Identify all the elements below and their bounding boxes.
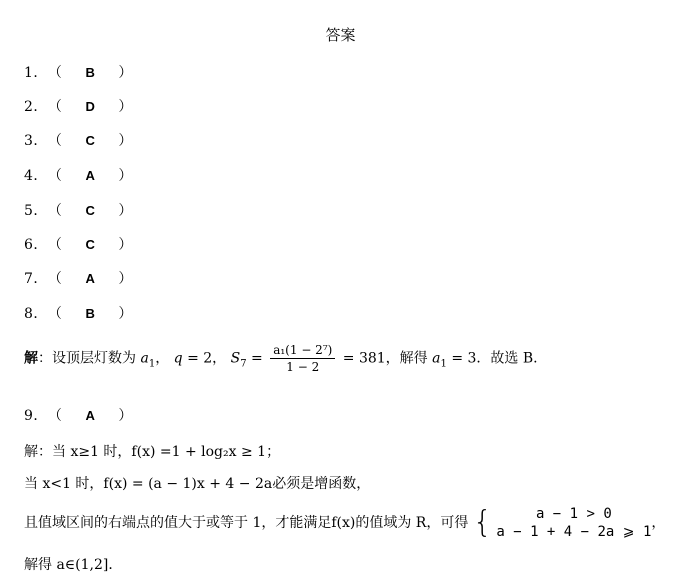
answer-num: 9．: [24, 408, 48, 424]
answer-close: ）: [118, 99, 133, 115]
var-a1-result-sub: 1: [440, 358, 447, 370]
answer-num: 4．: [24, 168, 48, 184]
answer-row: [24, 96, 133, 116]
answer-close: ）: [118, 408, 133, 424]
a1-value: = 3: [451, 350, 477, 367]
answer-row: [24, 303, 133, 323]
answer-open: （: [47, 408, 63, 424]
solution-label: 解: [24, 350, 38, 367]
answer-open: （: [47, 168, 63, 184]
sol8-text-2: ，解得: [385, 350, 428, 367]
solution-9-line-2: 当 x<1 时，f(x) = (a − 1)x + 4 − 2a必须是增函数，: [24, 476, 371, 492]
answer-row: [24, 405, 133, 425]
answer-open: （: [47, 133, 63, 149]
answer-row: [24, 234, 133, 254]
answer-row: [24, 62, 133, 82]
answer-open: （: [47, 99, 63, 115]
fraction-denominator: 1 − 2: [286, 360, 320, 374]
solution-9-line-4: 解得 a∈(1,2]．: [24, 557, 123, 573]
answer-close: ）: [118, 271, 133, 287]
answer-letter: C: [85, 203, 96, 218]
answer-letter: B: [85, 306, 96, 321]
answer-row: [24, 165, 133, 185]
answer-letter: B: [85, 65, 96, 80]
answer-num: 7．: [24, 271, 48, 287]
answer-row: [24, 200, 133, 220]
inequality-system: [496, 505, 651, 541]
answer-close: ）: [118, 168, 133, 184]
answer-row: [24, 268, 133, 288]
answer-close: ）: [118, 237, 133, 253]
answer-open: （: [47, 237, 63, 253]
solution-9-line-1: 解：当 x≥1 时，f(x) =1 + log₂x ≥ 1；: [24, 444, 281, 460]
solution-9-line-3: [24, 505, 665, 541]
var-a1: a: [140, 350, 149, 367]
sol9-line-3-text: 且值域区间的右端点的值大于或等于 1，才能满足f(x)的值域为 R，可得: [24, 515, 469, 531]
answer-num: 1．: [24, 65, 48, 81]
answer-row: [24, 130, 133, 150]
answer-letter: A: [85, 271, 96, 286]
answer-open: （: [47, 65, 63, 81]
answer-num: 5．: [24, 203, 48, 219]
answer-letter: C: [85, 133, 96, 148]
var-q: q: [173, 350, 183, 367]
sol8-comma-2: ，: [212, 350, 227, 367]
answer-num: 8．: [24, 306, 48, 322]
answer-letter: C: [85, 237, 96, 252]
answer-num: 2．: [24, 99, 48, 115]
left-brace: {: [472, 505, 492, 540]
sum-fraction: [270, 343, 335, 374]
answer-close: ）: [118, 306, 133, 322]
answer-open: （: [47, 271, 63, 287]
solution-8: [24, 343, 538, 374]
inequality-1: a − 1 > 0: [535, 506, 612, 522]
var-a1-result: a: [432, 350, 441, 367]
var-s7: S: [230, 350, 241, 367]
answer-letter: A: [85, 168, 96, 183]
answer-open: （: [47, 203, 63, 219]
answer-close: ）: [118, 65, 133, 81]
sol8-comma-1: ，: [155, 350, 170, 367]
page-title: 答案: [325, 26, 356, 44]
sol8-text-1: ：设顶层灯数为: [38, 350, 136, 367]
answer-letter: D: [85, 99, 96, 114]
var-s7-sub: 7: [240, 358, 247, 370]
answer-num: 3．: [24, 133, 48, 149]
q-value: = 2: [187, 350, 213, 367]
equals-sign: =: [251, 350, 263, 367]
answer-close: ）: [118, 133, 133, 149]
answer-num: 6．: [24, 237, 48, 253]
answer-letter: A: [85, 408, 96, 423]
inequality-2: a − 1 + 4 − 2a ⩾ 1: [496, 524, 652, 540]
fraction-numerator: a₁(1 − 2⁷): [270, 343, 335, 359]
sol8-conclusion: ．故选 B.: [476, 350, 538, 367]
var-a1-sub: 1: [148, 358, 156, 370]
answer-open: （: [47, 306, 63, 322]
answer-close: ）: [118, 203, 133, 219]
sol9-comma: ，: [651, 515, 666, 531]
sum-result: = 381: [342, 350, 386, 367]
